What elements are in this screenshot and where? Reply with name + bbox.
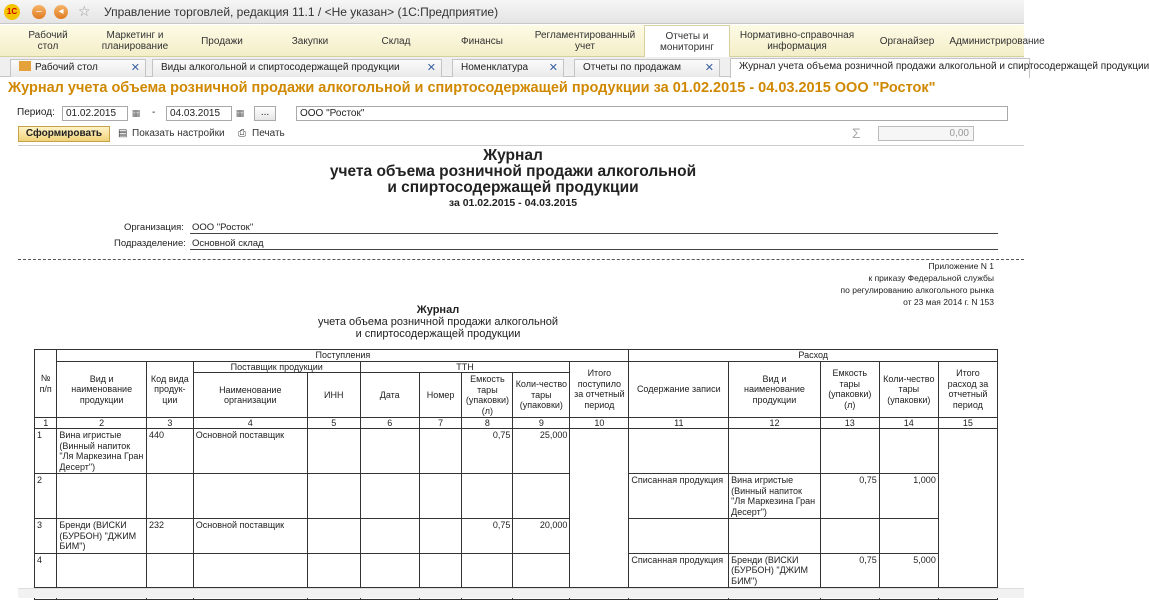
window-title: Управление торговлей, редакция 11.1 / <Не указан> (1С:Предприятие): [104, 5, 499, 19]
org-underline: [190, 233, 998, 234]
close-icon[interactable]: ✕: [130, 62, 140, 74]
report-heading-2: учета объема розничной продажи алкогольной: [329, 163, 697, 180]
appendix-note: [841, 260, 994, 308]
organization-input[interactable]: ООО "Росток": [296, 106, 1008, 121]
cell-total-in: [570, 429, 629, 588]
section-reports[interactable]: Отчеты и мониторинг: [644, 25, 730, 57]
col-code: Код вида продук-ции: [146, 361, 193, 418]
tab-desktop[interactable]: [10, 59, 146, 77]
close-icon[interactable]: ✕: [704, 62, 714, 74]
col-number-cell: 12: [729, 418, 821, 429]
col-qty: Коли-чество тары (упаковки): [513, 373, 570, 418]
cell-capacity-out: 0,75: [820, 474, 879, 519]
section-finance[interactable]: Финансы: [461, 35, 503, 47]
report-period: за 01.02.2015 - 04.03.2015: [448, 197, 578, 209]
cell-qty: 25,000: [513, 429, 570, 474]
print-button[interactable]: Печать: [252, 128, 285, 139]
cell-num: 3: [35, 519, 57, 554]
cell-kind-out: [729, 519, 821, 554]
cell-supplier: [193, 553, 307, 588]
journal-table: [34, 349, 998, 600]
generate-button[interactable]: Сформировать: [18, 126, 110, 142]
col-number: Номер: [419, 373, 462, 418]
cell-code: [146, 474, 193, 519]
cell-num: 2: [35, 474, 57, 519]
col-capacity-out: Емкость тары (упаковки) (л): [820, 361, 879, 418]
cell-num: 4: [35, 553, 57, 588]
col-capacity: Емкость тары (упаковки) (л): [462, 373, 513, 418]
menu-icon[interactable]: –: [32, 5, 46, 19]
cell-date: [360, 553, 419, 588]
col-number-cell: 8: [462, 418, 513, 429]
dept-label: Подразделение:: [114, 238, 186, 249]
cell-qty: [513, 553, 570, 588]
cell-kind-out: [729, 429, 821, 474]
table-row[interactable]: [35, 553, 998, 588]
cell-number: [419, 474, 462, 519]
col-supplier-name: Наименование организации: [193, 373, 307, 418]
section-desktop[interactable]: Рабочий стол: [28, 30, 68, 52]
tab-journal[interactable]: [730, 58, 1149, 78]
col-total-in: Итого поступило за отчетный период: [570, 361, 629, 418]
appendix-line: по регулированию алкогольного рынка: [840, 285, 994, 295]
tab-sales-reports[interactable]: [574, 59, 720, 77]
sum-field: 0,00: [878, 126, 974, 141]
expense-header: Расход: [629, 350, 998, 362]
dept-value: Основной склад: [192, 238, 264, 249]
col-number-cell: 4: [193, 418, 307, 429]
cell-qty-out: 5,000: [879, 553, 938, 588]
cell-capacity: 0,75: [462, 429, 513, 474]
journal-subtitle-2: и спиртосодержащей продукции: [355, 328, 521, 340]
cell-inn: [307, 519, 360, 554]
cell-content: [629, 429, 729, 474]
section-sales[interactable]: Продажи: [201, 35, 243, 47]
print-icon[interactable]: ⎙: [238, 128, 246, 139]
close-icon[interactable]: ✕: [548, 62, 558, 74]
cell-supplier: [193, 474, 307, 519]
title-bar: [0, 0, 1024, 24]
journal-subtitle-1: учета объема розничной продажи алкогольной: [317, 316, 559, 328]
col-number-cell: 13: [820, 418, 879, 429]
cell-kind: Вина игристые (Винный напиток "Ля Маркезина Гран Десерт"): [57, 429, 147, 474]
tab-label: Виды алкогольной и спиртосодержащей продукции: [161, 62, 400, 73]
period-label: Период:: [17, 107, 55, 118]
toolbar: [0, 125, 1024, 143]
cell-kind: [57, 474, 147, 519]
period-from-input[interactable]: 01.02.2015: [62, 106, 128, 121]
cell-content: Списанная продукция: [629, 553, 729, 588]
cell-code: 232: [146, 519, 193, 554]
col-kind: Вид и наименование продукции: [57, 361, 147, 418]
cell-inn: [307, 553, 360, 588]
cell-inn: [307, 474, 360, 519]
col-number-cell: 15: [938, 418, 997, 429]
table-row[interactable]: [35, 474, 998, 519]
section-reference[interactable]: Нормативно-справочная информация: [739, 30, 855, 52]
section-marketing[interactable]: Маркетинг и планирование: [101, 30, 169, 52]
cell-kind-out: Вина игристые (Винный напиток "Ля Маркезина Гран Десерт"): [729, 474, 821, 519]
section-regulated-accounting[interactable]: Регламентированный учет: [534, 30, 636, 52]
col-number-cell: 5: [307, 418, 360, 429]
col-number-cell: 10: [570, 418, 629, 429]
col-number-cell: 2: [57, 418, 147, 429]
cell-qty: 20,000: [513, 519, 570, 554]
section-warehouse[interactable]: Склад: [381, 35, 411, 47]
cell-date: [360, 474, 419, 519]
favorites-star-icon[interactable]: ☆: [78, 3, 91, 19]
col-number-cell: 7: [419, 418, 462, 429]
cell-code: [146, 553, 193, 588]
cell-number: [419, 519, 462, 554]
cell-kind: Бренди (ВИСКИ (БУРБОН) "ДЖИМ БИМ"): [57, 519, 147, 554]
cell-capacity: [462, 553, 513, 588]
cell-content: [629, 519, 729, 554]
cell-kind-out: Бренди (ВИСКИ (БУРБОН) "ДЖИМ БИМ"): [729, 553, 821, 588]
cell-qty-out: [879, 429, 938, 474]
appendix-line: к приказу Федеральной службы: [868, 273, 994, 283]
table-row[interactable]: [35, 519, 998, 554]
supplier-header: Поставщик продукции: [193, 361, 360, 373]
sum-icon: Σ: [852, 125, 861, 141]
col-content: Содержание записи: [629, 361, 729, 418]
cell-code: 440: [146, 429, 193, 474]
col-inn: ИНН: [307, 373, 360, 418]
horizontal-scrollbar[interactable]: [18, 588, 1024, 598]
tab-label: Рабочий стол: [35, 62, 98, 73]
col-number-cell: 1: [35, 418, 57, 429]
cell-supplier: Основной поставщик: [193, 519, 307, 554]
cell-qty-out: 1,000: [879, 474, 938, 519]
tab-alcohol-kinds[interactable]: [152, 59, 442, 77]
cell-date: [360, 519, 419, 554]
appendix-line: Приложение N 1: [928, 261, 994, 271]
col-date: Дата: [360, 373, 419, 418]
tab-label: Журнал учета объема розничной продажи алкогольной и спиртосодержащей продукции: [739, 61, 1149, 72]
app-logo-icon[interactable]: 1С: [4, 4, 20, 20]
sections-panel: [0, 25, 1045, 57]
period-to-input[interactable]: 04.03.2015: [166, 106, 232, 121]
period-dash: -: [152, 107, 156, 118]
org-label: Организация:: [124, 222, 184, 233]
tab-nomenclature[interactable]: [452, 59, 564, 77]
cell-qty-out: [879, 519, 938, 554]
appendix-line: от 23 мая 2014 г. N 153: [903, 297, 994, 307]
home-icon: [19, 61, 31, 71]
report-heading-1: Журнал: [483, 147, 543, 164]
cell-total-out: [938, 429, 997, 588]
history-icon[interactable]: ◂: [54, 5, 68, 19]
calendar-icon[interactable]: ▦: [131, 108, 141, 118]
cell-capacity-out: [820, 429, 879, 474]
col-num: № п/п: [35, 350, 57, 418]
cell-num: 1: [35, 429, 57, 474]
col-number-cell: 9: [513, 418, 570, 429]
col-kind-out: Вид и наименование продукции: [729, 361, 821, 418]
period-row: [0, 104, 1024, 124]
ttn-header: ТТН: [360, 361, 570, 373]
cell-qty: [513, 474, 570, 519]
column-numbers-row: [35, 418, 998, 429]
cell-capacity-out: [820, 519, 879, 554]
show-settings-button[interactable]: Показать настройки: [132, 128, 225, 139]
cell-date: [360, 429, 419, 474]
tab-label: Отчеты по продажам: [583, 62, 681, 73]
open-tabs-bar: [0, 57, 1149, 77]
cell-inn: [307, 429, 360, 474]
cell-content: Списанная продукция: [629, 474, 729, 519]
report-document[interactable]: [18, 145, 1024, 588]
calendar-icon[interactable]: ▦: [235, 108, 245, 118]
cell-supplier: Основной поставщик: [193, 429, 307, 474]
section-organizer[interactable]: Органайзер: [879, 35, 935, 47]
col-number-cell: 3: [146, 418, 193, 429]
dept-underline: [190, 249, 998, 250]
cell-capacity: 0,75: [462, 519, 513, 554]
cell-capacity-out: 0,75: [820, 553, 879, 588]
report-heading-3: и спиртосодержащей продукции: [387, 179, 639, 196]
cell-kind: [57, 553, 147, 588]
col-total-out: Итого расход за отчетный период: [938, 361, 997, 418]
period-select-button[interactable]: ...: [254, 106, 276, 121]
col-number-cell: 6: [360, 418, 419, 429]
section-purchases[interactable]: Закупки: [291, 35, 329, 47]
cell-capacity: [462, 474, 513, 519]
income-header: Поступления: [57, 350, 629, 362]
org-value: ООО "Росток": [192, 222, 254, 233]
cell-number: [419, 429, 462, 474]
tab-label: Номенклатура: [461, 62, 529, 73]
col-qty-out: Коли-чество тары (упаковки): [879, 361, 938, 418]
close-icon[interactable]: ✕: [426, 62, 436, 74]
settings-icon[interactable]: ▤: [118, 128, 128, 139]
page-title: Журнал учета объема розничной продажи алкогольной и спиртосодержащей продукции за 01.02.2015 - 04.03.2015 ООО "Росток": [8, 80, 936, 96]
col-number-cell: 11: [629, 418, 729, 429]
journal-title: Журнал: [416, 304, 460, 316]
table-row[interactable]: [35, 429, 998, 474]
col-number-cell: 14: [879, 418, 938, 429]
section-admin[interactable]: Администрирование: [949, 35, 1045, 47]
cell-number: [419, 553, 462, 588]
